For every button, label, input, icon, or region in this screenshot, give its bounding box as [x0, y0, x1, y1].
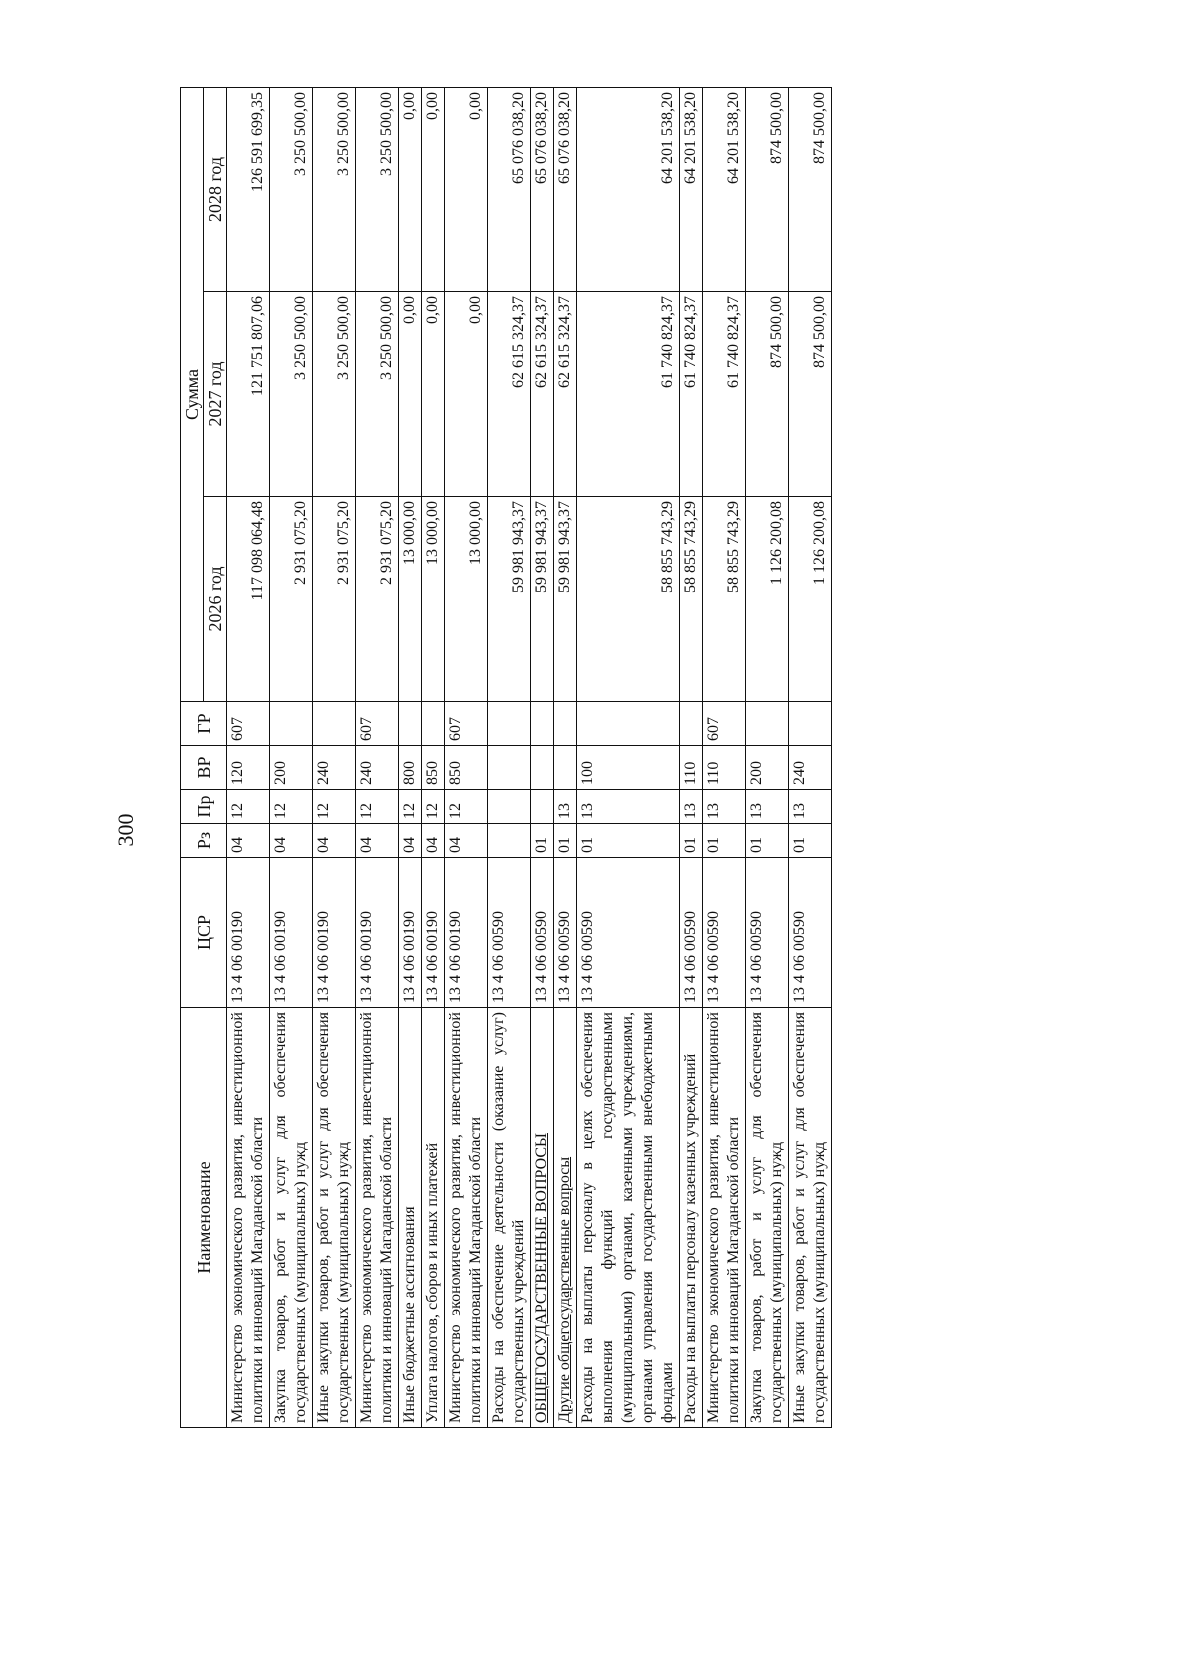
row-gr-cell [680, 702, 703, 746]
row-sum-2028-cell: 126 591 699,35 [227, 87, 270, 291]
row-sum-2026-cell: 1 126 200,08 [789, 497, 832, 702]
row-vr-cell: 110 [680, 746, 703, 790]
row-sum-2026-cell: 2 931 075,20 [270, 497, 313, 702]
row-sum-2027-cell: 874 500,00 [789, 292, 832, 497]
header-vr: ВР [181, 746, 227, 790]
table-row [577, 87, 680, 1427]
table-header-row [181, 87, 204, 1427]
row-pr-cell: 12 [399, 790, 422, 824]
row-vr-cell: 850 [445, 746, 488, 790]
row-pr-cell [531, 790, 554, 824]
table-row [422, 87, 445, 1427]
row-csr-cell: 13 4 06 00190 [356, 858, 399, 1008]
row-vr-cell: 100 [577, 746, 680, 790]
row-pr-cell: 13 [577, 790, 680, 824]
row-rz-cell: 04 [422, 824, 445, 858]
table-row [703, 87, 746, 1427]
row-rz-cell: 01 [531, 824, 554, 858]
row-name-cell: Расходы на выплаты персоналу в целях обеспечения выполнения функций государственными (муниципальными) органами, казенными учреждениями, органами управления государственными внебюджетными фондами [577, 1008, 680, 1428]
row-csr-cell: 13 4 06 00190 [399, 858, 422, 1008]
row-sum-2026-cell: 1 126 200,08 [746, 497, 789, 702]
row-sum-2026-cell: 13 000,00 [422, 497, 445, 702]
row-sum-2028-cell: 65 076 038,20 [554, 87, 577, 291]
row-sum-2028-cell: 0,00 [399, 87, 422, 291]
row-sum-2027-cell: 62 615 324,37 [554, 292, 577, 497]
row-gr-cell [422, 702, 445, 746]
row-vr-cell: 850 [422, 746, 445, 790]
row-sum-2027-cell: 61 740 824,37 [703, 292, 746, 497]
row-pr-cell: 12 [227, 790, 270, 824]
row-name-cell: Расходы на обеспечение деятельности (оказание услуг) государственных учреждений [488, 1008, 531, 1428]
row-sum-2027-cell: 0,00 [399, 292, 422, 497]
row-vr-cell: 120 [227, 746, 270, 790]
row-vr-cell: 200 [270, 746, 313, 790]
row-name-cell: Министерство экономического развития, инвестиционной политики и инноваций Магаданской области [445, 1008, 488, 1428]
header-name: Наименование [181, 1008, 227, 1428]
row-sum-2028-cell: 64 201 538,20 [577, 87, 680, 291]
row-gr-cell: 607 [445, 702, 488, 746]
row-sum-2028-cell: 3 250 500,00 [313, 87, 356, 291]
row-pr-cell: 12 [422, 790, 445, 824]
row-rz-cell: 01 [789, 824, 832, 858]
row-sum-2028-cell: 64 201 538,20 [680, 87, 703, 291]
row-gr-cell [488, 702, 531, 746]
row-gr-cell [789, 702, 832, 746]
row-csr-cell: 13 4 06 00590 [680, 858, 703, 1008]
table-row [746, 87, 789, 1427]
row-sum-2026-cell: 13 000,00 [399, 497, 422, 702]
row-sum-2027-cell: 874 500,00 [746, 292, 789, 497]
row-vr-cell: 240 [356, 746, 399, 790]
budget-table-sheet [180, 88, 1200, 1423]
row-rz-cell: 01 [746, 824, 789, 858]
row-pr-cell: 13 [789, 790, 832, 824]
row-name-cell: Уплата налогов, сборов и иных платежей [422, 1008, 445, 1428]
row-rz-cell: 01 [577, 824, 680, 858]
row-sum-2026-cell: 59 981 943,37 [554, 497, 577, 702]
row-name-cell: Иные закупки товаров, работ и услуг для обеспечения государственных (муниципальных) нужд [313, 1008, 356, 1428]
header-year-2028: 2028 год [204, 87, 227, 291]
row-gr-cell [554, 702, 577, 746]
row-rz-cell: 01 [680, 824, 703, 858]
row-vr-cell: 110 [703, 746, 746, 790]
row-sum-2027-cell: 3 250 500,00 [313, 292, 356, 497]
row-sum-2028-cell: 3 250 500,00 [270, 87, 313, 291]
row-sum-2027-cell: 0,00 [445, 292, 488, 497]
table-row [488, 87, 531, 1427]
row-sum-2026-cell: 2 931 075,20 [313, 497, 356, 702]
row-sum-2028-cell: 874 500,00 [746, 87, 789, 291]
row-csr-cell: 13 4 06 00190 [227, 858, 270, 1008]
row-sum-2028-cell: 65 076 038,20 [531, 87, 554, 291]
table-row [531, 87, 554, 1427]
row-sum-2028-cell: 874 500,00 [789, 87, 832, 291]
row-csr-cell: 13 4 06 00190 [445, 858, 488, 1008]
row-name-cell: Закупка товаров, работ и услуг для обеспечения государственных (муниципальных) нужд [746, 1008, 789, 1428]
row-pr-cell: 12 [313, 790, 356, 824]
row-gr-cell: 607 [227, 702, 270, 746]
table-row [313, 87, 356, 1427]
row-gr-cell: 607 [703, 702, 746, 746]
row-vr-cell [531, 746, 554, 790]
row-sum-2028-cell: 64 201 538,20 [703, 87, 746, 291]
row-name-cell: Министерство экономического развития, инвестиционной политики и инноваций Магаданской области [227, 1008, 270, 1428]
header-year-2027: 2027 год [204, 292, 227, 497]
row-gr-cell [313, 702, 356, 746]
row-sum-2027-cell: 3 250 500,00 [356, 292, 399, 497]
header-csr: ЦСР [181, 858, 227, 1008]
row-gr-cell [577, 702, 680, 746]
header-year-2026: 2026 год [204, 497, 227, 702]
row-sum-2028-cell: 0,00 [445, 87, 488, 291]
row-csr-cell: 13 4 06 00590 [703, 858, 746, 1008]
row-gr-cell: 607 [356, 702, 399, 746]
row-vr-cell: 800 [399, 746, 422, 790]
budget-table [180, 87, 832, 1428]
row-sum-2027-cell: 3 250 500,00 [270, 292, 313, 497]
row-csr-cell: 13 4 06 00590 [554, 858, 577, 1008]
row-name-cell: Иные закупки товаров, работ и услуг для обеспечения государственных (муниципальных) нужд [789, 1008, 832, 1428]
row-sum-2027-cell: 62 615 324,37 [488, 292, 531, 497]
row-rz-cell: 04 [270, 824, 313, 858]
row-csr-cell: 13 4 06 00190 [270, 858, 313, 1008]
row-sum-2026-cell: 13 000,00 [445, 497, 488, 702]
header-pr: Пр [181, 790, 227, 824]
row-rz-cell: 04 [445, 824, 488, 858]
row-vr-cell: 240 [313, 746, 356, 790]
row-vr-cell: 240 [789, 746, 832, 790]
row-sum-2027-cell: 61 740 824,37 [577, 292, 680, 497]
header-gr: ГР [181, 702, 227, 746]
row-pr-cell: 13 [680, 790, 703, 824]
row-pr-cell: 13 [554, 790, 577, 824]
row-csr-cell: 13 4 06 00590 [746, 858, 789, 1008]
row-csr-cell: 13 4 06 00590 [789, 858, 832, 1008]
row-rz-cell: 01 [703, 824, 746, 858]
row-pr-cell: 12 [356, 790, 399, 824]
row-csr-cell: 13 4 06 00590 [531, 858, 554, 1008]
table-body [227, 87, 832, 1427]
table-row [680, 87, 703, 1427]
row-csr-cell: 13 4 06 00590 [577, 858, 680, 1008]
row-pr-cell: 13 [703, 790, 746, 824]
row-sum-2026-cell: 2 931 075,20 [356, 497, 399, 702]
row-name-cell: ОБЩЕГОСУДАРСТВЕННЫЕ ВОПРОСЫ [531, 1008, 554, 1428]
row-sum-2027-cell: 61 740 824,37 [680, 292, 703, 497]
row-csr-cell: 13 4 06 00190 [313, 858, 356, 1008]
row-pr-cell: 12 [270, 790, 313, 824]
row-name-cell: Расходы на выплаты персоналу казенных учреждений [680, 1008, 703, 1428]
row-rz-cell [488, 824, 531, 858]
row-gr-cell [270, 702, 313, 746]
rotated-table-container [180, 88, 1100, 1428]
row-rz-cell: 01 [554, 824, 577, 858]
row-sum-2028-cell: 65 076 038,20 [488, 87, 531, 291]
row-sum-2027-cell: 121 751 807,06 [227, 292, 270, 497]
row-name-cell: Другие общегосударственные вопросы [554, 1008, 577, 1428]
row-name-cell: Министерство экономического развития, инвестиционной политики и инноваций Магаданской области [356, 1008, 399, 1428]
row-pr-cell: 12 [445, 790, 488, 824]
row-sum-2026-cell: 58 855 743,29 [703, 497, 746, 702]
row-sum-2026-cell: 58 855 743,29 [577, 497, 680, 702]
row-name-cell: Иные бюджетные ассигнования [399, 1008, 422, 1428]
row-vr-cell: 200 [746, 746, 789, 790]
header-sum: Сумма [181, 87, 204, 701]
row-gr-cell [531, 702, 554, 746]
row-rz-cell: 04 [399, 824, 422, 858]
row-sum-2027-cell: 62 615 324,37 [531, 292, 554, 497]
row-sum-2026-cell: 117 098 064,48 [227, 497, 270, 702]
row-sum-2028-cell: 0,00 [422, 87, 445, 291]
row-name-cell: Министерство экономического развития, инвестиционной политики и инноваций Магаданской области [703, 1008, 746, 1428]
row-name-cell: Закупка товаров, работ и услуг для обеспечения государственных (муниципальных) нужд [270, 1008, 313, 1428]
row-sum-2027-cell: 0,00 [422, 292, 445, 497]
table-row [445, 87, 488, 1427]
page-number: 300 [113, 813, 138, 847]
row-rz-cell: 04 [356, 824, 399, 858]
table-row [227, 87, 270, 1427]
table-row [399, 87, 422, 1427]
row-pr-cell [488, 790, 531, 824]
table-row [356, 87, 399, 1427]
row-rz-cell: 04 [313, 824, 356, 858]
row-pr-cell: 13 [746, 790, 789, 824]
row-sum-2028-cell: 3 250 500,00 [356, 87, 399, 291]
row-rz-cell: 04 [227, 824, 270, 858]
row-vr-cell [554, 746, 577, 790]
header-rz: Рз [181, 824, 227, 858]
row-gr-cell [399, 702, 422, 746]
row-csr-cell: 13 4 06 00590 [488, 858, 531, 1008]
row-csr-cell: 13 4 06 00190 [422, 858, 445, 1008]
row-gr-cell [746, 702, 789, 746]
table-row [554, 87, 577, 1427]
row-sum-2026-cell: 59 981 943,37 [488, 497, 531, 702]
row-sum-2026-cell: 58 855 743,29 [680, 497, 703, 702]
table-row [789, 87, 832, 1427]
row-vr-cell [488, 746, 531, 790]
row-sum-2026-cell: 59 981 943,37 [531, 497, 554, 702]
table-row [270, 87, 313, 1427]
